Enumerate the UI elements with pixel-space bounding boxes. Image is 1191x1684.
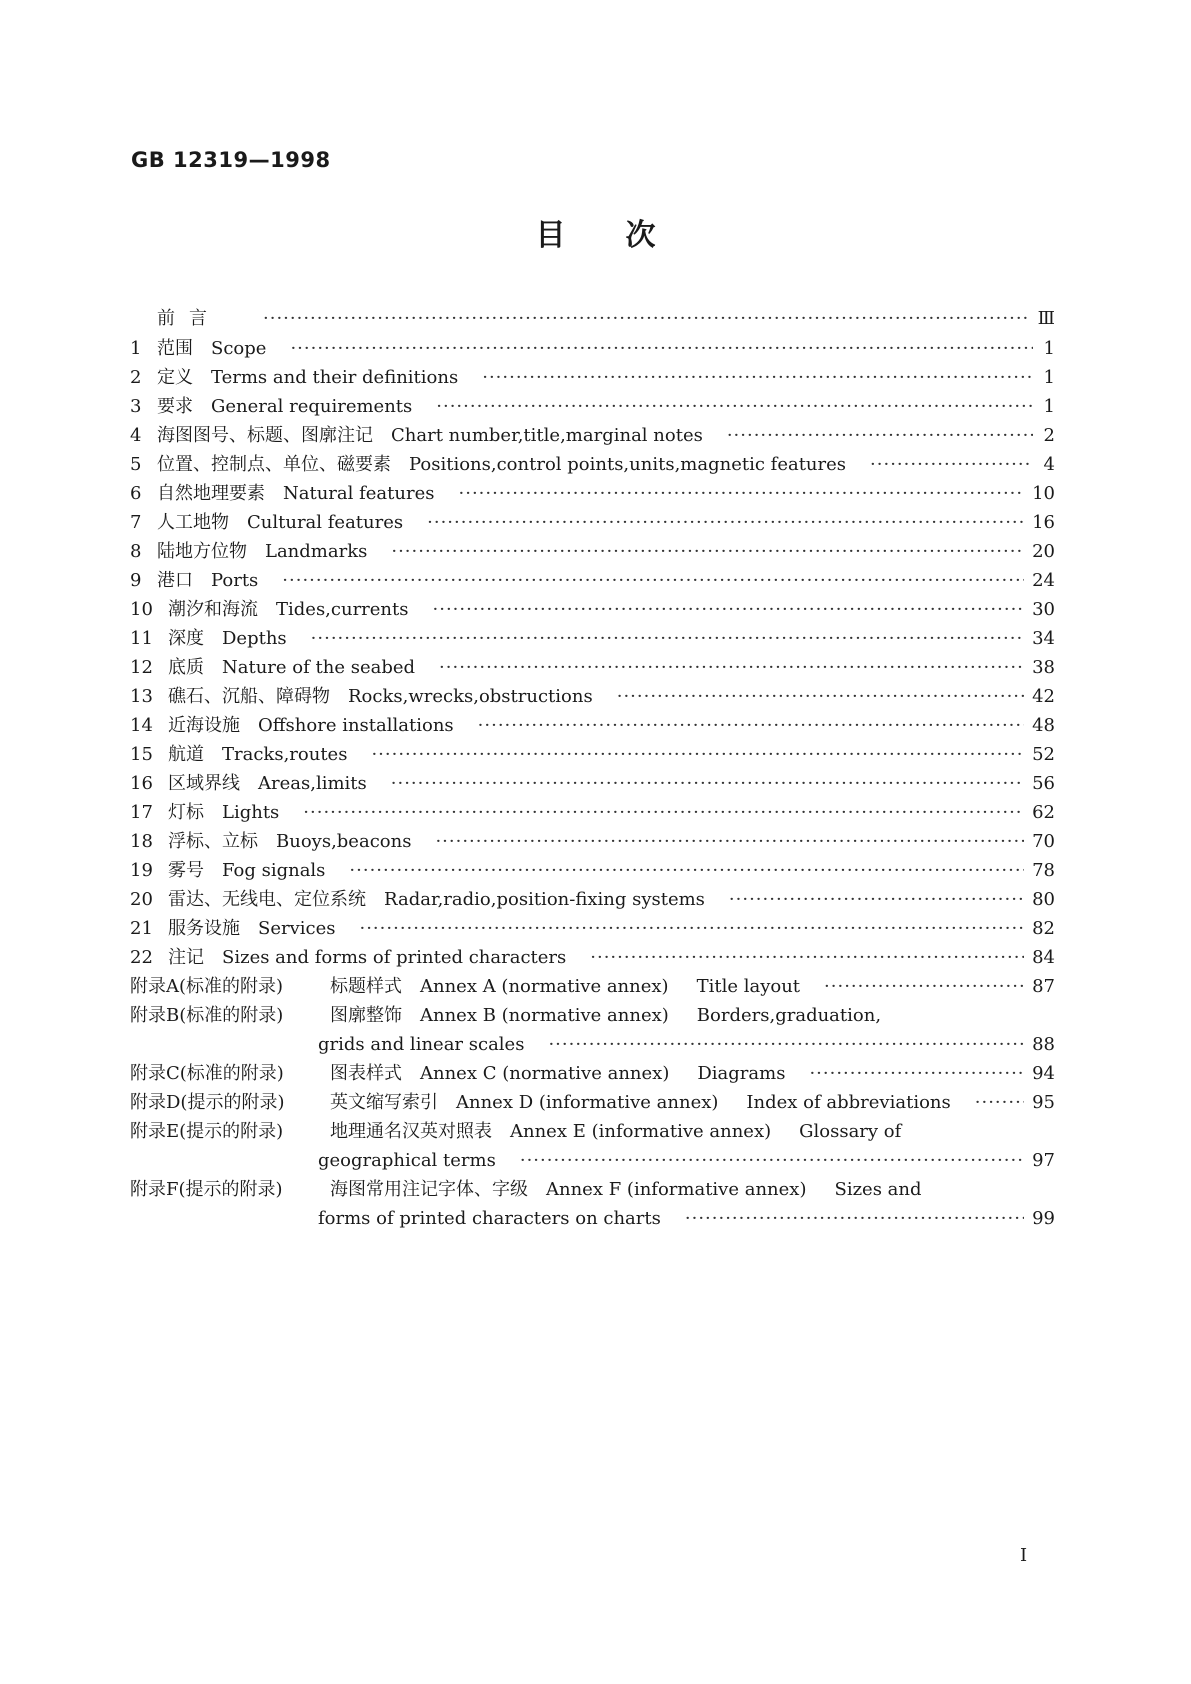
page-number: I <box>1020 1545 1028 1566</box>
toc-entry-6[interactable] <box>130 480 1055 508</box>
dot-leader <box>391 770 1024 798</box>
toc-entry-19[interactable] <box>130 857 1055 885</box>
entry-title-en: Offshore installations <box>258 715 454 736</box>
annex-label: 附录A(标准的附录) <box>130 976 284 997</box>
annex-title-en-tail: Glossary of <box>799 1121 902 1142</box>
entry-number: 7 <box>130 512 142 533</box>
entry-title-cn: 雾号 <box>168 860 204 881</box>
entry-number: 20 <box>130 889 153 910</box>
entry-number: 10 <box>130 599 153 620</box>
annex-title-cn: 英文缩写索引 <box>330 1092 438 1113</box>
entry-title-cn: 礁石、沉船、障碍物 <box>168 686 330 707</box>
entry-title-en: Nature of the seabed <box>222 657 416 678</box>
annex-title-en-continued: forms of printed characters on charts <box>318 1208 661 1229</box>
entry-number: 5 <box>130 454 142 475</box>
entry-title-en: Depths <box>222 628 287 649</box>
dot-leader <box>433 596 1025 624</box>
entry-title-cn: 要求 <box>157 396 193 417</box>
entry-page: 56 <box>1032 773 1055 794</box>
entry-title-cn: 服务设施 <box>168 918 240 939</box>
toc-entry-12[interactable] <box>130 654 1055 682</box>
entry-page: 78 <box>1032 860 1055 881</box>
dot-leader <box>359 915 1024 943</box>
entry-page: 99 <box>1032 1208 1055 1229</box>
dot-leader <box>975 1089 1024 1117</box>
annex-title-en: Annex C (normative annex) <box>420 1063 670 1084</box>
entry-number: 22 <box>130 947 153 968</box>
entry-title-cn: 定义 <box>157 367 193 388</box>
toc-annex-a[interactable] <box>130 973 1055 1001</box>
toc-entry-18[interactable] <box>130 828 1055 856</box>
dot-leader <box>311 625 1024 653</box>
entry-title-en: Chart number,title,marginal notes <box>391 425 703 446</box>
dot-leader <box>439 654 1024 682</box>
toc-entry-15[interactable] <box>130 741 1055 769</box>
entry-number: 16 <box>130 773 153 794</box>
entry-title-en: General requirements <box>211 396 413 417</box>
toc-entry-16[interactable] <box>130 770 1055 798</box>
toc-entry-9[interactable] <box>130 567 1055 595</box>
entry-number: 6 <box>130 483 142 504</box>
annex-title-en: Annex E (informative annex) <box>510 1121 772 1142</box>
annex-title-cn: 标题样式 <box>330 976 402 997</box>
dot-leader <box>548 1031 1024 1059</box>
entry-title-en: Ports <box>211 570 259 591</box>
annex-title-en: Annex F (informative annex) <box>546 1179 807 1200</box>
toc-annex-e-continuation[interactable] <box>318 1147 1055 1175</box>
entry-title-en: Lights <box>222 802 280 823</box>
entry-title-cn: 潮汐和海流 <box>168 599 258 620</box>
annex-title-en-tail: Diagrams <box>697 1063 786 1084</box>
entry-title-cn: 灯标 <box>168 802 204 823</box>
entry-number: 3 <box>130 396 142 417</box>
entry-title-en: Services <box>258 918 336 939</box>
entry-title-en: Fog signals <box>222 860 326 881</box>
annex-title-en-tail: Index of abbreviations <box>746 1092 951 1113</box>
toc-entry-5[interactable] <box>130 451 1055 479</box>
entry-page: 95 <box>1032 1092 1055 1113</box>
entry-page: 2 <box>1043 425 1055 446</box>
dot-leader <box>478 712 1024 740</box>
dot-leader <box>727 422 1033 450</box>
entry-number: 11 <box>130 628 153 649</box>
annex-title-cn: 图表样式 <box>330 1063 402 1084</box>
entry-page: 84 <box>1032 947 1055 968</box>
entry-page: 10 <box>1032 483 1055 504</box>
entry-page: 80 <box>1032 889 1055 910</box>
dot-leader <box>391 538 1024 566</box>
entry-number: 15 <box>130 744 153 765</box>
entry-page: 70 <box>1032 831 1055 852</box>
entry-page: 1 <box>1043 396 1055 417</box>
annex-title-cn: 地理通名汉英对照表 <box>330 1121 492 1142</box>
entry-title-cn: 海图图号、标题、图廓注记 <box>157 425 373 446</box>
entry-title-cn: 范围 <box>157 338 193 359</box>
entry-page: 16 <box>1032 512 1055 533</box>
entry-title-en: Rocks,wrecks,obstructions <box>348 686 593 707</box>
toc-entry-17[interactable] <box>130 799 1055 827</box>
entry-number: 13 <box>130 686 153 707</box>
toc-entry-4[interactable] <box>130 422 1055 450</box>
entry-title-cn: 区域界线 <box>168 773 240 794</box>
entry-page: 34 <box>1032 628 1055 649</box>
entry-page: 87 <box>1032 976 1055 997</box>
annex-label: 附录B(标准的附录) <box>130 1005 284 1026</box>
dot-leader <box>729 886 1024 914</box>
entry-page: 82 <box>1032 918 1055 939</box>
entry-title-en: Tides,currents <box>276 599 409 620</box>
entry-page: 97 <box>1032 1150 1055 1171</box>
entry-title-cn: 注记 <box>168 947 204 968</box>
toc-entry-1[interactable] <box>130 335 1055 363</box>
toc-annex-d[interactable] <box>130 1089 1055 1117</box>
entry-page: 30 <box>1032 599 1055 620</box>
dot-leader <box>427 509 1024 537</box>
toc-annex-b-continuation[interactable] <box>318 1031 1055 1059</box>
toc-entry-8[interactable] <box>130 538 1055 566</box>
entry-title-en: Buoys,beacons <box>276 831 412 852</box>
entry-title-en: Scope <box>211 338 267 359</box>
entry-title-cn: 底质 <box>168 657 204 678</box>
entry-title-en: Natural features <box>283 483 435 504</box>
dot-leader <box>371 741 1024 769</box>
dot-leader <box>482 364 1033 392</box>
entry-title-cn: 浮标、立标 <box>168 831 258 852</box>
annex-title-en-tail: Title layout <box>696 976 801 997</box>
toc-entry-10[interactable] <box>130 596 1055 624</box>
entry-page: 88 <box>1032 1034 1055 1055</box>
entry-title-en: Terms and their definitions <box>211 367 459 388</box>
toc-entry-11[interactable] <box>130 625 1055 653</box>
standard-code: GB 12319—1998 <box>131 148 331 172</box>
entry-page: 4 <box>1043 454 1055 475</box>
entry-page: 62 <box>1032 802 1055 823</box>
toc-annex-c[interactable] <box>130 1060 1055 1088</box>
entry-page: 24 <box>1032 570 1055 591</box>
toc-entry-foreword[interactable] <box>130 305 1055 333</box>
entry-page: 42 <box>1032 686 1055 707</box>
annex-title-en-tail: Sizes and <box>834 1179 922 1200</box>
annex-title-en: Annex A (normative annex) <box>420 976 669 997</box>
entry-page: 20 <box>1032 541 1055 562</box>
dot-leader <box>349 857 1024 885</box>
entry-number: 12 <box>130 657 153 678</box>
entry-page: 38 <box>1032 657 1055 678</box>
annex-title-en-continued: grids and linear scales <box>318 1034 525 1055</box>
toc-annex-f[interactable] <box>130 1176 1055 1204</box>
entry-number: 17 <box>130 802 153 823</box>
annex-title-cn: 海图常用注记字体、字级 <box>330 1179 528 1200</box>
entry-title-cn: 位置、控制点、单位、磁要素 <box>157 454 391 475</box>
entry-title-cn: 人工地物 <box>157 512 229 533</box>
toc-entry-13[interactable] <box>130 683 1055 711</box>
annex-title-cn: 图廓整饰 <box>330 1005 402 1026</box>
entry-number: 18 <box>130 831 153 852</box>
annex-title-en-tail: Borders,graduation, <box>696 1005 882 1026</box>
entry-title-cn: 近海设施 <box>168 715 240 736</box>
entry-page: 1 <box>1043 338 1055 359</box>
entry-title-en: Landmarks <box>265 541 368 562</box>
entry-title-en: Tracks,routes <box>222 744 348 765</box>
entry-title-cn: 雷达、无线电、定位系统 <box>168 889 366 910</box>
entry-title-en: Radar,radio,position-fixing systems <box>384 889 705 910</box>
annex-title-en: Annex D (informative annex) <box>456 1092 719 1113</box>
annex-title-en-continued: geographical terms <box>318 1150 496 1171</box>
entry-number: 4 <box>130 425 142 446</box>
entry-title-en: Areas,limits <box>258 773 367 794</box>
entry-page: 94 <box>1032 1063 1055 1084</box>
entry-title-en: Sizes and forms of printed characters <box>222 947 567 968</box>
dot-leader <box>459 480 1025 508</box>
annex-label: 附录F(提示的附录) <box>130 1179 283 1200</box>
dot-leader <box>870 451 1033 479</box>
dot-leader <box>435 828 1024 856</box>
dot-leader <box>824 973 1024 1001</box>
entry-page: 48 <box>1032 715 1055 736</box>
entry-number: 9 <box>130 570 142 591</box>
entry-page: 1 <box>1043 367 1055 388</box>
entry-number: 14 <box>130 715 153 736</box>
toc-entry-7[interactable] <box>130 509 1055 537</box>
toc-entry-3[interactable] <box>130 393 1055 421</box>
toc-annex-f-continuation[interactable] <box>318 1205 1055 1233</box>
toc-entry-20[interactable] <box>130 886 1055 914</box>
dot-leader <box>617 683 1024 711</box>
dot-leader <box>436 393 1033 421</box>
toc-entry-14[interactable] <box>130 712 1055 740</box>
annex-label: 附录C(标准的附录) <box>130 1063 284 1084</box>
entry-title-cn: 深度 <box>168 628 204 649</box>
entry-number: 19 <box>130 860 153 881</box>
entry-number: 8 <box>130 541 142 562</box>
annex-label: 附录E(提示的附录) <box>130 1121 284 1142</box>
toc-entry-22[interactable] <box>130 944 1055 972</box>
dot-leader <box>685 1205 1024 1233</box>
entry-title-cn: 航道 <box>168 744 204 765</box>
page-title: 目次 <box>535 218 716 253</box>
entry-title-en: Cultural features <box>247 512 404 533</box>
dot-leader <box>520 1147 1024 1175</box>
dot-leader <box>290 335 1033 363</box>
entry-page: 52 <box>1032 744 1055 765</box>
entry-number: 1 <box>130 338 142 359</box>
annex-label: 附录D(提示的附录) <box>130 1092 285 1113</box>
entry-number: 21 <box>130 918 153 939</box>
dot-leader <box>282 567 1024 595</box>
toc-annex-b[interactable] <box>130 1002 1055 1030</box>
entry-page: Ⅲ <box>1037 308 1055 329</box>
dot-leader <box>263 305 1030 333</box>
toc-entry-21[interactable] <box>130 915 1055 943</box>
entry-title-cn: 前言 <box>157 308 221 329</box>
dot-leader <box>809 1060 1024 1088</box>
entry-title-cn: 自然地理要素 <box>157 483 265 504</box>
entry-title-cn: 陆地方位物 <box>157 541 247 562</box>
dot-leader <box>590 944 1024 972</box>
entry-title-cn: 港口 <box>157 570 193 591</box>
entry-number: 2 <box>130 367 142 388</box>
annex-title-en: Annex B (normative annex) <box>420 1005 669 1026</box>
dot-leader <box>303 799 1024 827</box>
entry-title-en: Positions,control points,units,magnetic features <box>409 454 847 475</box>
toc-entry-2[interactable] <box>130 364 1055 392</box>
toc-annex-e[interactable] <box>130 1118 1055 1146</box>
